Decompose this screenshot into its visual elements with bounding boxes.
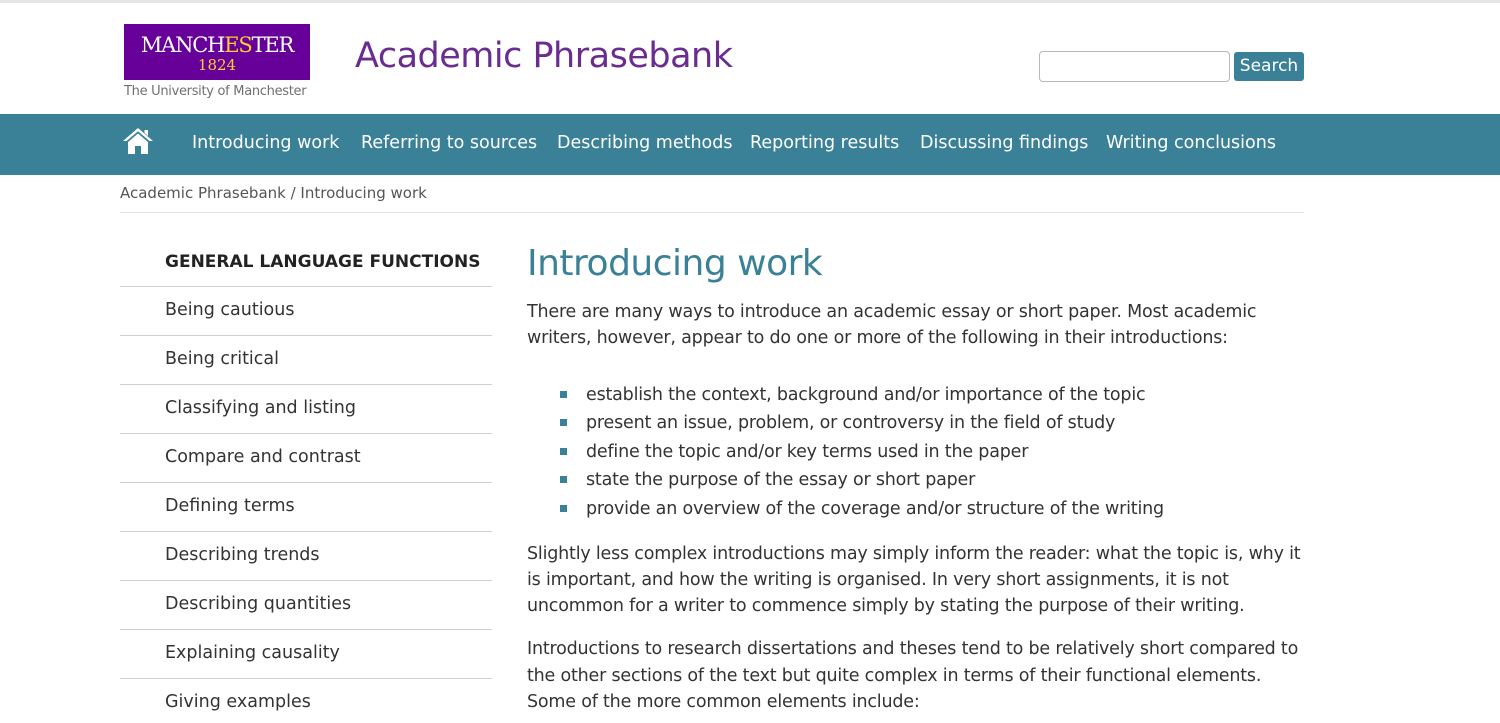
site-title[interactable]: Academic Phrasebank [355, 36, 733, 76]
nav-discussing-findings[interactable]: Discussing findings [920, 133, 1089, 153]
list-item: define the topic and/or key terms used in the paper [527, 438, 1307, 467]
sidebar-item-classifying-and-listing[interactable]: Classifying and listing [120, 385, 492, 434]
nav-describing-methods[interactable]: Describing methods [557, 133, 733, 153]
list-item: establish the context, background and/or importance of the topic [527, 381, 1307, 410]
list-item: state the purpose of the essay or short paper [527, 466, 1307, 495]
logo-box [124, 24, 310, 80]
sidebar-item-being-critical[interactable]: Being critical [120, 336, 492, 385]
sidebar-item-defining-terms[interactable]: Defining terms [120, 483, 492, 532]
sidebar-item-describing-trends[interactable]: Describing trends [120, 532, 492, 581]
list-item: present an issue, problem, or controversy in the field of study [527, 409, 1307, 438]
search-button[interactable]: Search [1234, 52, 1304, 81]
logo-caption: The University of Manchester [124, 84, 307, 99]
sidebar-item-explaining-causality[interactable]: Explaining causality [120, 630, 492, 679]
nav-reporting-results[interactable]: Reporting results [750, 133, 900, 153]
home-icon[interactable] [122, 126, 154, 156]
top-border [0, 0, 1500, 3]
main-nav [0, 114, 1500, 175]
nav-introducing-work[interactable]: Introducing work [192, 133, 340, 153]
page-title: Introducing work [527, 243, 823, 284]
nav-referring-to-sources[interactable]: Referring to sources [361, 133, 538, 153]
list-item: provide an overview of the coverage and/or structure of the writing [527, 495, 1307, 524]
sidebar-item-describing-quantities[interactable]: Describing quantities [120, 581, 492, 630]
sidebar-item-being-cautious[interactable]: Being cautious [120, 287, 492, 336]
university-logo[interactable] [124, 24, 310, 99]
sidebar-item-giving-examples[interactable]: Giving examples [120, 679, 492, 723]
breadcrumb[interactable]: Academic Phrasebank / Introducing work [120, 184, 427, 202]
intro-paragraph: There are many ways to introduce an academic essay or short paper. Most academic writers, however, appear to do one or more of the following in their introductions: [527, 302, 1257, 349]
logo-wordmark: MANCHESTER [140, 33, 294, 57]
breadcrumb-divider [120, 212, 1304, 213]
nav-writing-conclusions[interactable]: Writing conclusions [1106, 133, 1276, 153]
paragraph-less-complex: Slightly less complex introductions may simply inform the reader: what the topic is, why it is important, and how the writing is organised. In very short assignments, it is not uncommon for a writer to commence simply by stating the purpose of their writing. [527, 543, 1301, 617]
bullet-list [527, 381, 1307, 524]
sidebar-item-compare-and-contrast[interactable]: Compare and contrast [120, 434, 492, 483]
logo-year: 1824 [197, 56, 237, 74]
sidebar-heading: GENERAL LANGUAGE FUNCTIONS [120, 238, 492, 287]
paragraph-dissertations: Introductions to research dissertations and theses tend to be relatively short compared to the other sections of the text but quite complex in terms of their functional elements. Some of the more common elements include: [527, 639, 1299, 713]
sidebar [120, 238, 492, 723]
search-input[interactable] [1039, 51, 1230, 82]
main-content [527, 240, 1307, 715]
